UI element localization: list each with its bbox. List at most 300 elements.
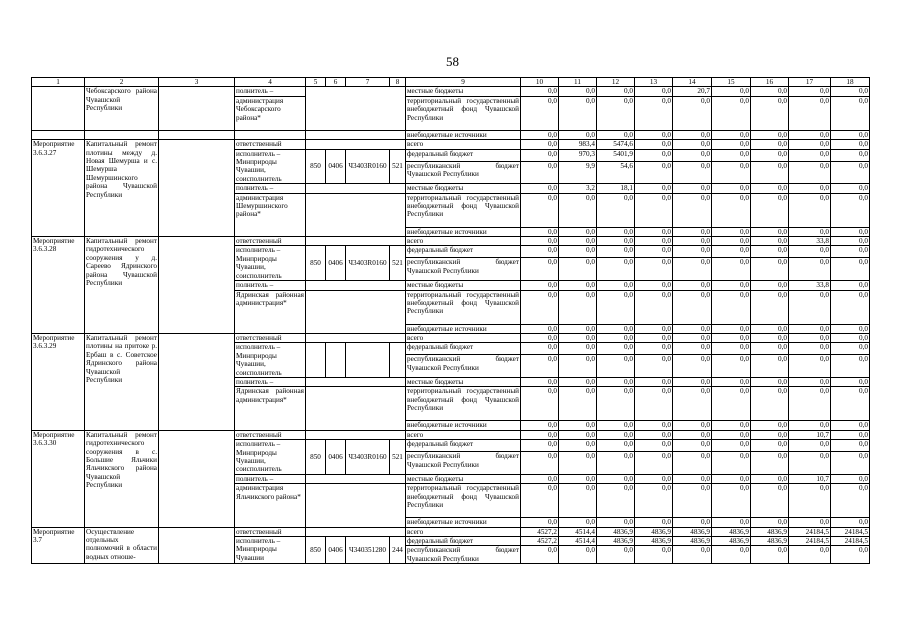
value-cell: 0,0 (789, 387, 831, 421)
value-cell: 0,0 (712, 281, 751, 290)
kbk-type-cell (390, 343, 406, 378)
table-cell (306, 377, 406, 386)
value-cell: 0,0 (712, 452, 751, 475)
executor-cell: Ядринская районная администрация* (235, 290, 306, 333)
value-cell: 0,0 (712, 96, 751, 130)
value-cell: 0,0 (635, 258, 673, 281)
source-cell: всего (406, 430, 521, 439)
value-cell: 4836,9 (673, 527, 712, 536)
value-cell: 0,0 (559, 237, 597, 246)
value-cell: 0,0 (712, 184, 751, 193)
kbk-gr-cell (306, 343, 326, 378)
value-cell: 0,0 (751, 430, 789, 439)
value-cell: 0,0 (521, 421, 559, 430)
value-cell: 0,0 (559, 387, 597, 421)
value-cell: 0,0 (789, 333, 831, 342)
value-cell: 970,3 (559, 149, 597, 161)
source-cell: всего (406, 333, 521, 342)
kbk-section-cell: 0406 (326, 440, 346, 475)
table-cell (159, 333, 235, 430)
value-cell: 0,0 (831, 484, 870, 518)
value-cell: 0,0 (521, 258, 559, 281)
source-cell: всего (406, 140, 521, 149)
value-cell: 0,0 (831, 193, 870, 227)
value-cell: 0,0 (673, 440, 712, 452)
column-number: 16 (751, 78, 789, 87)
value-cell: 0,0 (559, 130, 597, 139)
value-cell: 0,0 (751, 484, 789, 518)
value-cell: 0,0 (635, 518, 673, 527)
column-number: 15 (712, 78, 751, 87)
value-cell: 0,0 (559, 430, 597, 439)
value-cell: 0,0 (831, 474, 870, 483)
source-cell: территориальный государственный внебюджетный фонд Чувашской Республики (406, 193, 521, 227)
value-cell: 0,0 (751, 421, 789, 430)
value-cell: 0,0 (712, 440, 751, 452)
value-cell: 0,0 (831, 87, 870, 96)
table-cell (306, 290, 406, 333)
value-cell: 0,0 (635, 227, 673, 236)
value-cell: 0,0 (635, 149, 673, 161)
value-cell: 0,0 (751, 452, 789, 475)
column-number: 2 (85, 78, 159, 87)
value-cell: 0,0 (597, 193, 635, 227)
measure-name: Чебоксарского района Чувашской Республики (85, 87, 159, 130)
column-number: 18 (831, 78, 870, 87)
executor-line: исполнитель – (236, 149, 281, 158)
executor-cell: Ядринская районная администрация* (235, 387, 306, 430)
value-cell: 0,0 (751, 161, 789, 184)
executor-cell: ответственный (235, 140, 306, 149)
value-cell: 9,9 (559, 161, 597, 184)
source-cell: федеральный бюджет (406, 440, 521, 452)
column-numbers-row (32, 78, 870, 87)
value-cell: 0,0 (521, 484, 559, 518)
value-cell: 0,0 (831, 387, 870, 421)
executor-line: исполнитель – (236, 246, 281, 255)
value-cell: 0,0 (831, 343, 870, 355)
value-cell: 10,7 (789, 474, 831, 483)
value-cell: 0,0 (559, 546, 597, 564)
value-cell: 0,0 (597, 484, 635, 518)
value-cell: 4527,2 (521, 527, 559, 536)
column-number: 10 (521, 78, 559, 87)
value-cell: 0,0 (673, 421, 712, 430)
value-cell: 0,0 (521, 246, 559, 258)
table-cell (306, 184, 406, 193)
value-cell: 0,0 (559, 440, 597, 452)
value-cell: 0,0 (751, 377, 789, 386)
value-cell: 0,0 (831, 546, 870, 564)
value-cell: 0,0 (635, 87, 673, 96)
value-cell: 4836,9 (597, 537, 635, 546)
value-cell: 54,6 (597, 161, 635, 184)
value-cell: 0,0 (635, 355, 673, 378)
value-cell: 0,0 (831, 227, 870, 236)
source-cell: территориальный государственный внебюджетный фонд Чувашской Республики (406, 387, 521, 421)
value-cell: 0,0 (751, 96, 789, 130)
value-cell: 0,0 (712, 518, 751, 527)
value-cell: 0,0 (521, 227, 559, 236)
value-cell: 0,0 (521, 387, 559, 421)
value-cell: 0,0 (635, 324, 673, 333)
value-cell: 0,0 (751, 130, 789, 139)
executor-line: Минприроды Чувашии, соисполнитель (236, 254, 282, 280)
measure-name: Капитальный ремонт плотины между д. Новая Шемурша и с. Шемурша Шемуршинского района Чувашской Республики (85, 140, 159, 237)
source-cell: федеральный бюджет (406, 537, 521, 546)
source-cell: внебюджетные источники (406, 227, 521, 236)
value-cell: 0,0 (597, 343, 635, 355)
value-cell: 0,0 (559, 324, 597, 333)
value-cell: 0,0 (521, 281, 559, 290)
value-cell: 0,0 (635, 333, 673, 342)
kbk-section-cell: 0406 (326, 246, 346, 281)
kbk-section-cell (326, 343, 346, 378)
value-cell: 0,0 (673, 518, 712, 527)
value-cell: 0,0 (789, 96, 831, 130)
value-cell: 0,0 (597, 130, 635, 139)
measure-name: Капитальный ремонт гидротехнического сооружения в с. Большие Яльчики Яльчикского района Чувашской Республики (85, 430, 159, 527)
value-cell: 0,0 (521, 546, 559, 564)
value-cell: 0,0 (597, 421, 635, 430)
value-cell: 0,0 (712, 161, 751, 184)
value-cell: 0,0 (597, 518, 635, 527)
table-cell (306, 140, 406, 149)
table-cell (306, 193, 406, 236)
value-cell: 0,0 (559, 193, 597, 227)
value-cell: 0,0 (673, 430, 712, 439)
table-cell (306, 527, 406, 536)
value-cell: 0,0 (559, 343, 597, 355)
value-cell: 0,0 (521, 161, 559, 184)
value-cell: 0,0 (751, 281, 789, 290)
value-cell: 0,0 (831, 518, 870, 527)
value-cell: 0,0 (712, 130, 751, 139)
source-cell: республиканский бюджет Чувашской Республики (406, 355, 521, 378)
value-cell: 0,0 (831, 258, 870, 281)
value-cell: 0,0 (751, 227, 789, 236)
value-cell: 0,0 (635, 484, 673, 518)
value-cell: 4514,4 (559, 537, 597, 546)
value-cell: 0,0 (521, 324, 559, 333)
value-cell: 0,0 (751, 237, 789, 246)
value-cell: 4836,9 (635, 527, 673, 536)
value-cell: 0,0 (597, 430, 635, 439)
value-cell: 0,0 (635, 290, 673, 324)
value-cell: 0,0 (673, 258, 712, 281)
value-cell: 0,0 (831, 246, 870, 258)
kbk-target-cell: Ч3403R0160 (346, 246, 390, 281)
value-cell: 0,0 (673, 452, 712, 475)
value-cell: 0,0 (635, 184, 673, 193)
value-cell: 0,0 (635, 246, 673, 258)
value-cell: 0,0 (597, 474, 635, 483)
value-cell: 0,0 (559, 421, 597, 430)
value-cell: 0,0 (521, 430, 559, 439)
column-number: 13 (635, 78, 673, 87)
value-cell: 0,0 (521, 96, 559, 130)
value-cell: 0,0 (521, 140, 559, 149)
value-cell: 0,0 (831, 333, 870, 342)
value-cell: 0,0 (673, 546, 712, 564)
value-cell: 33,8 (789, 281, 831, 290)
value-cell: 0,0 (635, 161, 673, 184)
value-cell: 0,0 (751, 246, 789, 258)
kbk-type-cell: 521 (390, 246, 406, 281)
executor-cell: полнитель – (235, 474, 306, 483)
value-cell: 0,0 (635, 377, 673, 386)
value-cell: 24184,5 (831, 527, 870, 536)
table-cell (306, 474, 406, 483)
source-cell: внебюджетные источники (406, 130, 521, 139)
source-cell: федеральный бюджет (406, 343, 521, 355)
value-cell: 18,1 (597, 184, 635, 193)
value-cell: 0,0 (789, 343, 831, 355)
table-row (32, 333, 870, 342)
value-cell: 0,0 (673, 227, 712, 236)
value-cell: 0,0 (521, 440, 559, 452)
value-cell: 4836,9 (635, 537, 673, 546)
source-cell: местные бюджеты (406, 474, 521, 483)
executor-cell: полнитель – (235, 377, 306, 386)
value-cell: 0,0 (831, 377, 870, 386)
value-cell: 0,0 (789, 258, 831, 281)
source-cell: республиканский бюджет Чувашской Республики (406, 452, 521, 475)
kbk-type-cell: 521 (390, 149, 406, 184)
value-cell: 0,0 (831, 184, 870, 193)
value-cell: 0,0 (635, 130, 673, 139)
executor-line: исполнитель – (236, 440, 281, 449)
source-cell: всего (406, 527, 521, 536)
table-cell (159, 87, 235, 130)
value-cell: 0,0 (751, 387, 789, 421)
value-cell: 0,0 (521, 518, 559, 527)
value-cell: 0,0 (673, 377, 712, 386)
value-cell: 0,0 (597, 324, 635, 333)
executor-cell: администрация Яльчикского района* (235, 484, 306, 527)
value-cell: 0,0 (521, 452, 559, 475)
table-cell (159, 527, 235, 564)
value-cell: 0,0 (712, 430, 751, 439)
table-cell (32, 130, 85, 139)
executor-cell: ответственный (235, 237, 306, 246)
executor-cell (235, 343, 306, 378)
value-cell: 0,0 (789, 355, 831, 378)
value-cell: 0,0 (673, 161, 712, 184)
value-cell: 0,0 (521, 184, 559, 193)
value-cell: 0,0 (559, 377, 597, 386)
value-cell: 0,0 (712, 258, 751, 281)
value-cell: 0,0 (635, 343, 673, 355)
value-cell: 4836,9 (673, 537, 712, 546)
value-cell: 0,0 (559, 484, 597, 518)
value-cell: 0,0 (751, 546, 789, 564)
column-number: 3 (159, 78, 235, 87)
value-cell: 3,2 (559, 184, 597, 193)
value-cell: 0,0 (521, 87, 559, 96)
table-cell (85, 130, 159, 139)
value-cell: 0,0 (521, 377, 559, 386)
source-cell: республиканский бюджет Чувашской Республики (406, 161, 521, 184)
source-cell: местные бюджеты (406, 377, 521, 386)
value-cell: 0,0 (559, 258, 597, 281)
executor-cell: полнитель – (235, 184, 306, 193)
value-cell: 0,0 (831, 130, 870, 139)
value-cell: 0,0 (831, 96, 870, 130)
value-cell: 0,0 (673, 343, 712, 355)
value-cell: 0,0 (789, 184, 831, 193)
value-cell: 0,0 (559, 518, 597, 527)
value-cell: 0,0 (673, 237, 712, 246)
value-cell: 20,7 (673, 87, 712, 96)
table-cell (306, 130, 406, 139)
value-cell: 0,0 (673, 290, 712, 324)
value-cell: 0,0 (673, 130, 712, 139)
source-cell: федеральный бюджет (406, 246, 521, 258)
value-cell: 0,0 (831, 452, 870, 475)
executor-line: Минприроды Чувашии, соисполнитель (236, 448, 282, 474)
table-row (32, 237, 870, 246)
executor-cell (235, 537, 306, 564)
value-cell: 0,0 (597, 246, 635, 258)
value-cell: 0,0 (831, 440, 870, 452)
measure-name: Капитальный ремонт плотины на притоке р. Ербаш в с. Советское Ядринского района Чувашской Республики (85, 333, 159, 430)
kbk-section-cell: 0406 (326, 537, 346, 564)
value-cell: 0,0 (597, 96, 635, 130)
value-cell: 0,0 (751, 343, 789, 355)
measure-id: Мероприятие 3.6.3.30 (32, 430, 85, 527)
value-cell: 0,0 (712, 227, 751, 236)
value-cell: 0,0 (559, 290, 597, 324)
value-cell: 0,0 (712, 333, 751, 342)
value-cell: 0,0 (673, 333, 712, 342)
source-cell: внебюджетные источники (406, 324, 521, 333)
measure-name: Капитальный ремонт гидротехнического сооружения у д. Сареево Ядринского района Чувашской Республики (85, 237, 159, 334)
value-cell: 0,0 (831, 281, 870, 290)
value-cell: 0,0 (635, 430, 673, 439)
value-cell: 0,0 (789, 140, 831, 149)
source-cell: всего (406, 237, 521, 246)
source-cell: местные бюджеты (406, 281, 521, 290)
value-cell: 24184,5 (831, 537, 870, 546)
value-cell: 0,0 (597, 440, 635, 452)
column-number: 6 (326, 78, 346, 87)
value-cell: 0,0 (559, 333, 597, 342)
table-cell (306, 87, 406, 130)
value-cell: 0,0 (673, 474, 712, 483)
value-cell: 0,0 (597, 227, 635, 236)
executor-line: Минприроды Чувашии (236, 545, 277, 562)
kbk-type-cell: 244 (390, 537, 406, 564)
value-cell: 0,0 (559, 87, 597, 96)
measure-id: Мероприятие 3.6.3.29 (32, 333, 85, 430)
kbk-target-cell: Ч340351280 (346, 537, 390, 564)
value-cell: 0,0 (789, 246, 831, 258)
value-cell: 0,0 (673, 387, 712, 421)
source-cell: внебюджетные источники (406, 421, 521, 430)
value-cell: 0,0 (673, 149, 712, 161)
value-cell: 0,0 (673, 184, 712, 193)
table-cell (306, 281, 406, 290)
value-cell: 0,0 (712, 140, 751, 149)
table-row (32, 430, 870, 439)
value-cell: 0,0 (789, 546, 831, 564)
source-cell: внебюджетные источники (406, 518, 521, 527)
value-cell: 0,0 (831, 421, 870, 430)
value-cell: 0,0 (712, 484, 751, 518)
value-cell: 0,0 (751, 355, 789, 378)
value-cell: 0,0 (751, 258, 789, 281)
executor-cell: ответственный (235, 527, 306, 536)
value-cell: 0,0 (751, 149, 789, 161)
value-cell: 0,0 (789, 87, 831, 96)
value-cell: 0,0 (559, 452, 597, 475)
source-cell: территориальный государственный внебюджетный фонд Чувашской Республики (406, 290, 521, 324)
kbk-type-cell: 521 (390, 440, 406, 475)
table-row (32, 130, 870, 139)
value-cell: 0,0 (789, 484, 831, 518)
table-row (32, 140, 870, 149)
value-cell: 0,0 (712, 237, 751, 246)
value-cell: 24184,5 (789, 527, 831, 536)
value-cell: 0,0 (712, 377, 751, 386)
value-cell: 0,0 (712, 290, 751, 324)
value-cell: 0,0 (635, 440, 673, 452)
value-cell: 0,0 (831, 430, 870, 439)
value-cell: 0,0 (521, 130, 559, 139)
value-cell: 0,0 (831, 161, 870, 184)
value-cell: 0,0 (751, 87, 789, 96)
value-cell: 0,0 (597, 281, 635, 290)
source-cell: территориальный государственный внебюджетный фонд Чувашской Республики (406, 96, 521, 130)
value-cell: 0,0 (751, 474, 789, 483)
column-number: 7 (346, 78, 390, 87)
kbk-section-cell: 0406 (326, 149, 346, 184)
value-cell: 0,0 (831, 149, 870, 161)
value-cell: 0,0 (789, 377, 831, 386)
value-cell: 0,0 (751, 140, 789, 149)
table-row (32, 87, 870, 96)
value-cell: 0,0 (559, 96, 597, 130)
column-number: 14 (673, 78, 712, 87)
table-cell (306, 333, 406, 342)
source-cell: республиканский бюджет Чувашской Республики (406, 258, 521, 281)
page-number: 58 (446, 54, 459, 69)
value-cell: 0,0 (831, 237, 870, 246)
value-cell: 0,0 (521, 333, 559, 342)
value-cell: 0,0 (635, 546, 673, 564)
executor-cell: полнитель – (235, 87, 306, 96)
value-cell: 0,0 (789, 452, 831, 475)
value-cell: 0,0 (597, 546, 635, 564)
column-number: 5 (306, 78, 326, 87)
value-cell: 0,0 (789, 324, 831, 333)
executor-cell (235, 440, 306, 475)
value-cell: 0,0 (751, 193, 789, 227)
value-cell: 0,0 (789, 149, 831, 161)
value-cell: 0,0 (597, 377, 635, 386)
value-cell: 4836,9 (751, 537, 789, 546)
value-cell: 0,0 (635, 193, 673, 227)
executor-cell (235, 246, 306, 281)
value-cell: 0,0 (597, 258, 635, 281)
source-cell: местные бюджеты (406, 184, 521, 193)
value-cell: 0,0 (521, 343, 559, 355)
executor-cell: администрация Шемуршинского района* (235, 193, 306, 236)
value-cell: 4836,9 (597, 527, 635, 536)
value-cell: 33,8 (789, 237, 831, 246)
value-cell: 0,0 (673, 140, 712, 149)
